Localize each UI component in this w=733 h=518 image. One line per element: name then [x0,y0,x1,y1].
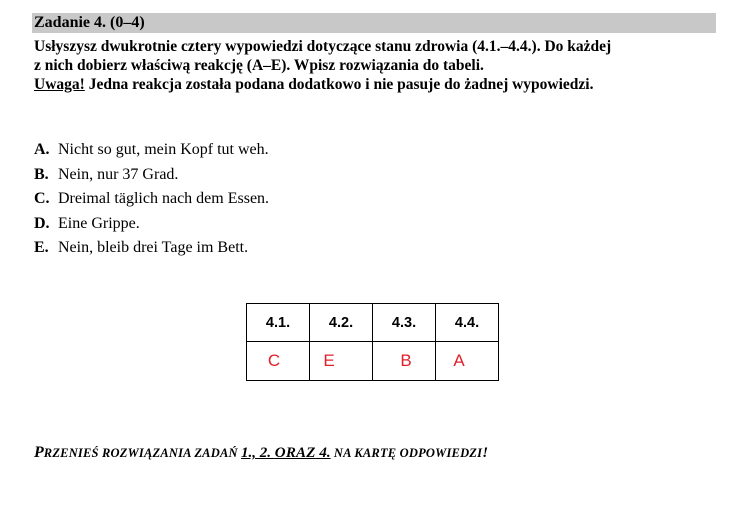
option-e [34,236,269,261]
footer-exclaim: ! [482,445,489,461]
header-cell: 4.1. [247,304,310,342]
answer-table-header-row [247,304,499,342]
option-letter: D. [34,214,50,232]
option-c [34,187,269,212]
option-letter: C. [34,190,50,207]
answer-value: A [453,351,465,370]
footer-task-4: 4. [315,445,331,461]
option-text: Nicht so gut, mein Kopf tut weh. [58,141,269,158]
option-a [34,138,269,163]
footer-text-2: NA KARTĘ ODPOWIEDZI [330,446,483,460]
note-label: Uwaga! [34,76,85,93]
answer-table-answer-row [247,342,499,381]
answer-cell[interactable] [310,342,373,381]
option-text: Dreimal täglich nach dem Essen. [58,190,270,207]
option-text: Nein, bleib drei Tage im Bett. [58,239,249,256]
footer-task-numbers: 1., 2. [241,445,275,461]
instruction-note [34,75,594,94]
answer-cell[interactable] [373,342,436,381]
option-text: Eine Grippe. [58,214,140,232]
option-letter: B. [34,165,49,183]
header-cell: 4.4. [436,304,499,342]
option-d [34,212,269,237]
option-letter: A. [34,141,50,158]
footer-oraz: ORAZ [274,445,316,461]
answer-value: C [267,351,281,370]
answer-cell[interactable] [436,342,499,381]
option-text: Nein, nur 37 Grad. [58,165,179,183]
instruction-line-2: z nich dobierz właściwą reakcję (A–E). Wpisz rozwiązania do tabeli. [34,57,484,74]
footer-initial: P [34,444,44,461]
answer-cell[interactable] [247,342,310,381]
answer-value: B [400,351,412,370]
option-b [34,163,269,188]
header-cell: 4.3. [373,304,436,342]
header-cell: 4.2. [310,304,373,342]
footer-text-1: RZENIEŚ ROZWIĄZANIA ZADAŃ [43,446,242,460]
answer-options-list [34,138,269,261]
option-letter: E. [34,239,49,256]
answer-value: E [323,351,335,370]
instruction-line-1: Usłyszysz dwukrotnie cztery wypowiedzi dotyczące stanu zdrowia (4.1.–4.4.). Do każdej [34,38,612,55]
footer-instruction [34,444,488,462]
note-text: Jedna reakcja została podana dodatkowo i nie pasuje do żadnej wypowiedzi. [84,76,594,93]
task-title: Zadanie 4. (0–4) [34,14,145,31]
answer-table [246,303,499,381]
